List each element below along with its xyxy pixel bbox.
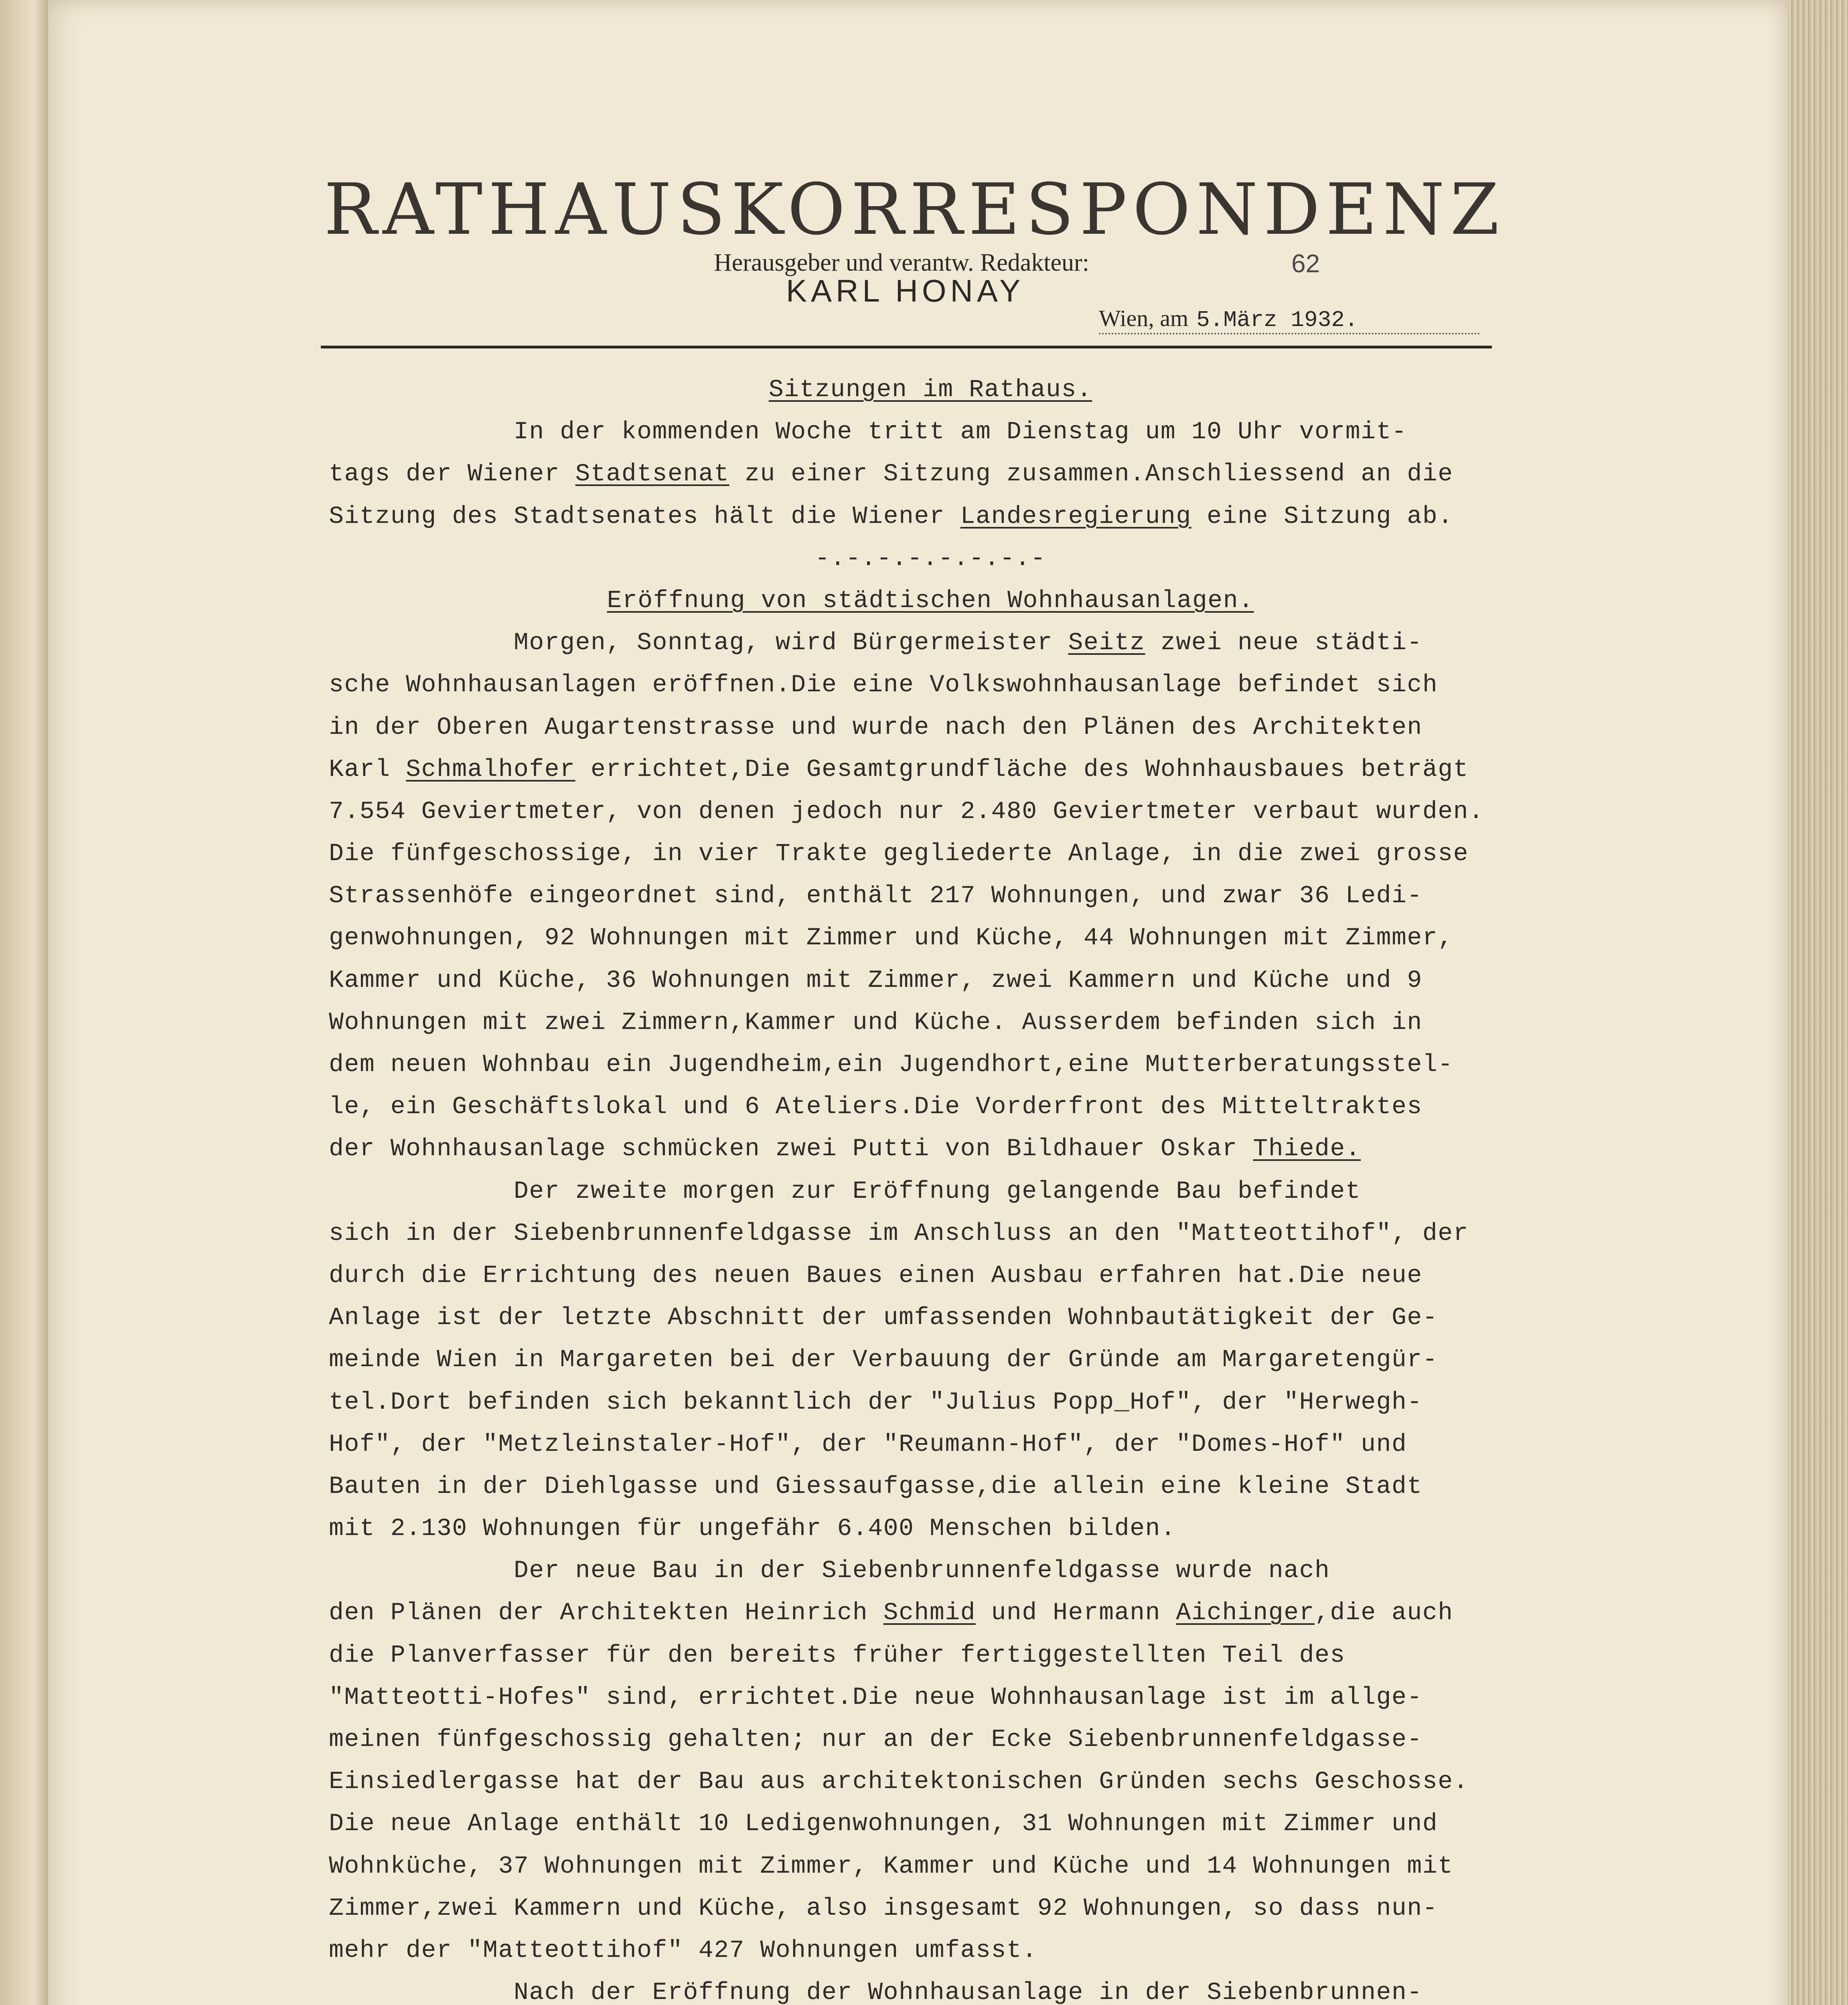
text-line — [329, 749, 1532, 791]
text-run: tel.Dort befinden sich bekanntlich der "Julius Popp_Hof", der "Herwegh- — [329, 1388, 1422, 1416]
text-run: Die neue Anlage enthält 10 Ledigenwohnungen, 31 Wohnungen mit Zimmer und — [329, 1810, 1438, 1838]
text-line — [329, 1972, 1532, 2005]
text-run: "Matteotti-Hofes" sind, errichtet.Die neue Wohnhausanlage ist im allge- — [329, 1683, 1422, 1711]
date-value: 5.März 1932. — [1196, 307, 1358, 333]
text-line — [329, 791, 1532, 833]
text-run: Morgen, Sonntag, wird Bürgermeister — [329, 629, 1068, 657]
text-line — [329, 1677, 1532, 1719]
text-run: Wohnungen mit zwei Zimmern,Kammer und Küche. Ausserdem befinden sich in — [329, 1009, 1422, 1037]
text-line — [329, 707, 1532, 749]
text-run: Einsiedlergasse hat der Bau aus architektonischen Gründen sechs Geschosse. — [329, 1768, 1469, 1796]
text-line — [329, 1255, 1532, 1297]
text-run: und Hermann — [976, 1599, 1176, 1627]
text-line — [329, 1550, 1532, 1592]
text-run: genwohnungen, 92 Wohnungen mit Zimmer und Küche, 44 Wohnungen mit Zimmer, — [329, 924, 1453, 952]
text-line — [329, 496, 1532, 538]
text-run: le, ein Geschäftslokal und 6 Ateliers.Die Vorderfront des Mitteltraktes — [329, 1093, 1422, 1121]
text-line — [329, 1803, 1532, 1845]
article-heading — [329, 369, 1532, 411]
text-run: zwei neue städti- — [1145, 629, 1422, 657]
text-run: der Wohnhausanlage schmücken zwei Putti von Bildhauer Oskar — [329, 1135, 1253, 1163]
text-line — [329, 1508, 1532, 1550]
text-run: Der zweite morgen zur Eröffnung gelangende Bau befindet — [329, 1177, 1361, 1205]
book-page-edges-right — [1788, 0, 1848, 2005]
text-run: eine Sitzung ab. — [1191, 502, 1453, 531]
heading-text: Eröffnung von städtischen Wohnhausanlagen. — [607, 587, 1254, 615]
text-run: Kammer und Küche, 36 Wohnungen mit Zimmer, zwei Kammern und Küche und 9 — [329, 966, 1422, 994]
text-run: durch die Errichtung des neuen Baues einen Ausbau erfahren hat.Die neue — [329, 1262, 1422, 1290]
text-run: in der Oberen Augartenstrasse und wurde nach den Plänen des Architekten — [329, 713, 1422, 741]
text-run: mehr der "Matteottihof" 427 Wohnungen umfasst. — [329, 1936, 1037, 1964]
text-run: mit 2.130 Wohnungen für ungefähr 6.400 Menschen bilden. — [329, 1515, 1176, 1543]
text-line — [329, 1044, 1532, 1086]
text-line — [329, 453, 1532, 495]
text-run: Anlage ist der letzte Abschnitt der umfassenden Wohnbautätigkeit der Ge- — [329, 1304, 1438, 1332]
text-run: Hof", der "Metzleinstaler-Hof", der "Reumann-Hof", der "Domes-Hof" und — [329, 1430, 1407, 1458]
underlined-name: Seitz — [1068, 629, 1145, 657]
text-run: ,die auch — [1315, 1599, 1453, 1627]
text-line — [329, 664, 1532, 706]
text-line — [329, 1845, 1532, 1888]
text-run: den Plänen der Architekten Heinrich — [329, 1599, 883, 1627]
text-run: Der neue Bau in der Siebenbrunnenfeldgasse wurde nach — [329, 1557, 1330, 1585]
text-line — [329, 1466, 1532, 1508]
text-run: die Planverfasser für den bereits früher fertiggestellten Teil des — [329, 1641, 1345, 1669]
text-line — [329, 1634, 1532, 1677]
underlined-name: Landesregierung — [960, 502, 1191, 531]
text-run: Die fünfgeschossige, in vier Trakte gegliederte Anlage, in die zwei grosse — [329, 840, 1469, 868]
article-heading — [329, 580, 1532, 622]
underlined-name: Schmalhofer — [406, 755, 575, 784]
text-line — [329, 960, 1532, 1002]
editor-name: KARL HONAY — [786, 273, 1025, 308]
text-line — [329, 1930, 1532, 1972]
underlined-name: Aichinger — [1176, 1599, 1315, 1627]
text-line — [329, 833, 1532, 875]
text-line — [329, 875, 1532, 917]
text-line — [329, 1086, 1532, 1128]
article-1-lines — [329, 411, 1532, 538]
date-line — [1099, 305, 1480, 334]
text-line — [329, 1171, 1532, 1213]
text-run: sche Wohnhausanlagen eröffnen.Die eine Volkswohnhausanlage befindet sich — [329, 671, 1438, 699]
underlined-name: Stadtsenat — [575, 460, 729, 488]
book-gutter-left — [0, 0, 48, 2005]
page-number: 62 — [1291, 249, 1320, 278]
text-line — [329, 411, 1532, 453]
text-run: sich in der Siebenbrunnenfeldgasse im Anschluss an den "Matteottihof", der — [329, 1219, 1469, 1248]
text-line — [329, 1002, 1532, 1044]
text-line — [329, 1592, 1532, 1634]
header-rule — [321, 346, 1492, 348]
text-run: In der kommenden Woche tritt am Dienstag um 10 Uhr vormit- — [329, 418, 1407, 446]
text-line — [329, 622, 1532, 664]
text-run: 7.554 Geviertmeter, von denen jedoch nur 2.480 Geviertmeter verbaut wurden. — [329, 798, 1484, 826]
underlined-name: Thiede. — [1253, 1135, 1361, 1163]
text-line — [329, 1761, 1532, 1803]
text-run: zu einer Sitzung zusammen.Anschliessend an die — [729, 460, 1453, 488]
underlined-name: Schmid — [883, 1599, 976, 1627]
text-line — [329, 1128, 1532, 1170]
text-run: tags der Wiener — [329, 460, 575, 488]
text-line — [329, 1213, 1532, 1255]
article-2-lines — [329, 622, 1532, 2005]
document-body — [329, 369, 1532, 2005]
text-line — [329, 1297, 1532, 1339]
text-run: Zimmer,zwei Kammern und Küche, also insgesamt 92 Wohnungen, so dass nun- — [329, 1894, 1438, 1922]
heading-text: Sitzungen im Rathaus. — [768, 376, 1092, 404]
text-run: Wohnküche, 37 Wohnungen mit Zimmer, Kammer und Küche und 14 Wohnungen mit — [329, 1852, 1453, 1880]
masthead-title: RATHAUSKORRESPONDENZ — [324, 168, 1505, 251]
text-line — [329, 1339, 1532, 1381]
text-run: dem neuen Wohnbau ein Jugendheim,ein Jugendhort,eine Mutterberatungsstel- — [329, 1051, 1453, 1079]
text-line — [329, 1888, 1532, 1930]
text-line — [329, 1719, 1532, 1761]
text-run: Karl — [329, 755, 406, 784]
date-prefix: Wien, am — [1099, 305, 1189, 331]
text-run: Strassenhöfe eingeordnet sind, enthält 217 Wohnungen, und zwar 36 Ledi- — [329, 882, 1422, 910]
text-run: errichtet,Die Gesamtgrundfläche des Wohnhausbaues beträgt — [575, 755, 1469, 784]
text-run: Nach der Eröffnung der Wohnhausanlage in der Siebenbrunnen- — [329, 1979, 1422, 2005]
text-run: Sitzung des Stadtsenates hält die Wiener — [329, 502, 960, 531]
text-run: Bauten in der Diehlgasse und Giessaufgasse,die allein eine kleine Stadt — [329, 1472, 1422, 1501]
section-separator: -.-.-.-.-.-.-.- — [815, 545, 1046, 573]
text-run: meinen fünfgeschossig gehalten; nur an der Ecke Siebenbrunnenfeldgasse- — [329, 1726, 1422, 1754]
text-line — [329, 1424, 1532, 1466]
editor-label: Herausgeber und verantw. Redakteur: — [714, 249, 1089, 276]
text-line — [329, 917, 1532, 959]
text-line — [329, 1381, 1532, 1424]
text-run: meinde Wien in Margareten bei der Verbauung der Gründe am Margaretengür- — [329, 1346, 1438, 1374]
